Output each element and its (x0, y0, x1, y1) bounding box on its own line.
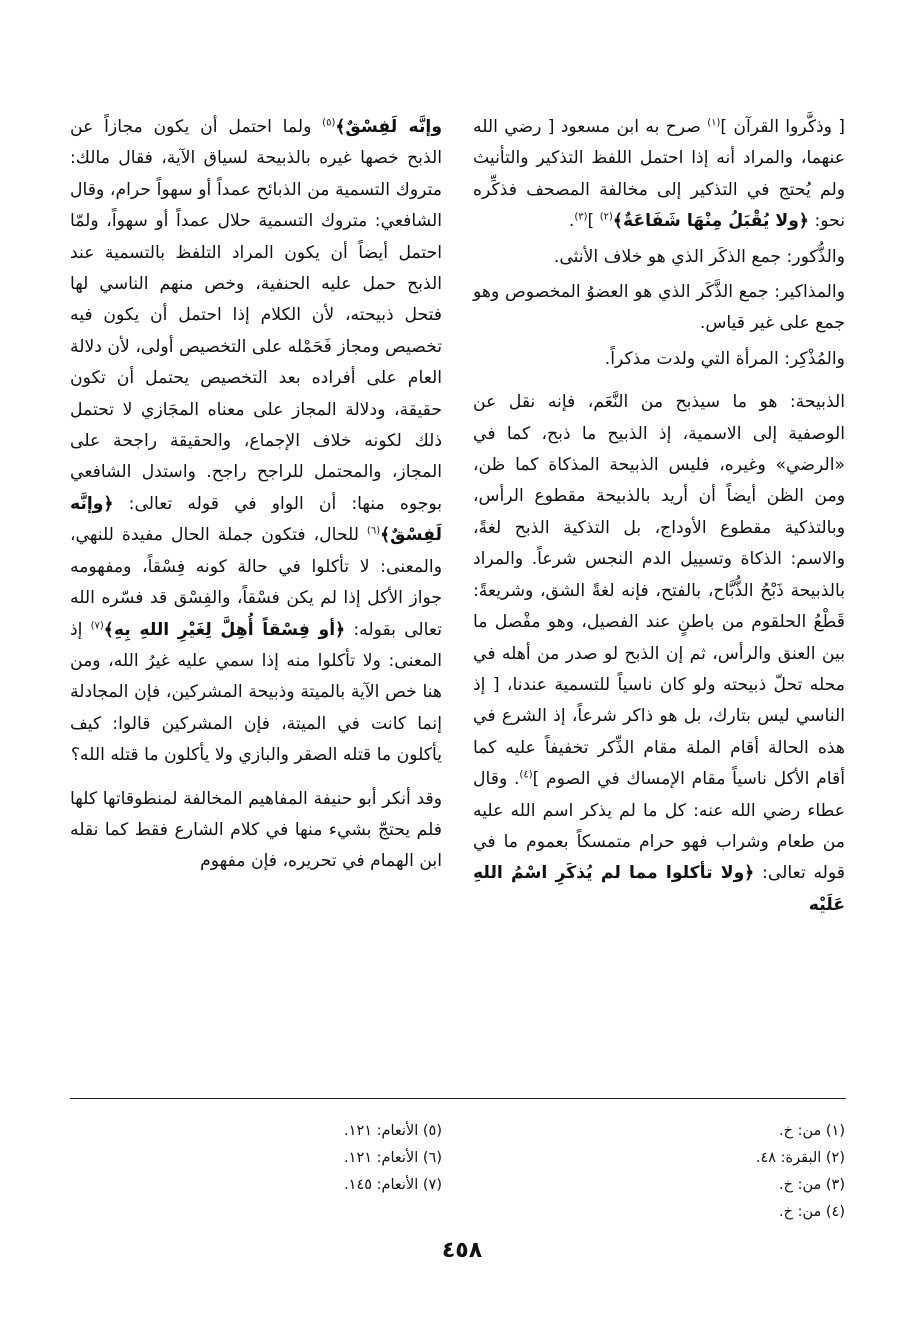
footnote: (٣) من: خ. (778, 1177, 845, 1193)
paragraph: وقد أنكر أبو حنيفة المفاهيم المخالفة لمنطوقاتها كلها فلم يحتجّ بشيء منها في كلام الشارع فقط كما نقله ابن الهمام في تحريره، فإن مفهوم (70, 788, 442, 872)
quran-verse: وإنَّه لَفِسْقٌ﴾ (335, 117, 443, 137)
footnote: (٥) الأنعام: ١٢١. (344, 1123, 442, 1139)
footnote-ref: (٧) (90, 619, 104, 631)
page-number: ٤٥٨ (441, 1238, 483, 1263)
footnote: (٧) الأنعام: ١٤٥. (344, 1177, 442, 1193)
footnote-ref: (٣) (574, 211, 588, 223)
text: الذبيحة: هو ما سيذبح من النَّعَم، فإنه نقل عن الوصفية إلى الاسمية، إذ الذبيح ما ذبح، كما في «الرضي» وغيره، فليس الذبيحة المذكاة كما ظن، ومن الظن أيضاً أن أريد بالذبيحة مقطوع الرأس، وبالتذكية مقطوع الأوداج، بل التذكية الذبح لغةً، والاسم: الذكاة وتسييل الدم النجس شرعاً. والمراد بالذبيحة ذَبْحُ الذُّبَّاح، بالفتح، فإنه لغةً الشق، وشريعةً: قَطْعُ الحلقوم من باطنٍ عند الفصيل، وهو مفْصل ما بين العنق والرأس، ثم إن الذبح لو صدر من أهله في محله تحلّ ذبيحته ولو كان ناسياً للتسمية عندنا، [ إذ الناسي ليس بتارك، بل هو ذاكر شرعاً، إذ الشرع في هذه الحالة أقام الملة مقام الذِّكر تخفيفاً عليه كما أقام الأكل ناسياً مقام الإمساك في الصوم ] (473, 392, 846, 790)
paragraph: والذُّكور: جمع الذكَر الذي هو خلاف الأنثى. (553, 246, 845, 267)
footnote-ref: (٢) (599, 211, 613, 223)
paragraph (473, 387, 845, 921)
footnote: (٤) من: خ. (778, 1204, 845, 1220)
footnote: (٦) الأنعام: ١٢١. (344, 1150, 442, 1166)
footnote-ref: (١) (707, 117, 721, 129)
paragraph: والمذاكير: جمع الذَّكَر الذي هو العضوُ المخصوص وهو جمع على غير قياس. (473, 282, 845, 334)
quran-verse: ﴿ولا يُقْبَلُ مِنْهَا شَفَاعَةٌ﴾ (612, 211, 809, 232)
paragraph (70, 112, 442, 772)
quran-verse: ﴿أو فِسْقاً أُهِلَّ لِغَيْرِ اللهِ بِهِ﴾ (103, 619, 346, 640)
paragraph: والمُذْكِر: المرأة التي ولدت مذكراً. (604, 348, 845, 369)
quran-verse: ﴿وإنَّه لَفِسْقٌ﴾ (70, 493, 442, 546)
footnote-divider (70, 1098, 846, 1099)
text: إذ المعنى: ولا تأكلوا منه إذا سمي عليه غيرُ الله، ومن هنا خص الآية بالميتة وذبيحة المشركين، فإن المجادلة إنما كانت في الميتة، فإن المشركين قالوا: كيف يأكلون ما قتله الصقر والبازي ولا يأكلون ما قتله الله؟ (70, 619, 442, 766)
paragraph (473, 112, 845, 238)
right-text-column (473, 112, 845, 925)
text: للحال، فتكون جملة الحال مفيدة للنهي، والمعنى: لا تأكلوا في حالة كونه فِسْقاً، ومفهومه جواز الأكل إذا لم يكن فسْقاً، والفِسْق قد فسّره الله تعالى بقوله: (70, 525, 442, 640)
footnotes-left (70, 1118, 442, 1199)
text: . وقال عطاء رضي الله عنه: كل ما لم يذكر اسم الله عليه من طعام وشراب فهو حرام متمسكاً بعموم ما في قوله تعالى: (473, 769, 846, 884)
text: ] (587, 211, 600, 232)
footnote: (١) من: خ. (778, 1123, 845, 1139)
footnote: (٢) البقرة: ٤٨. (755, 1150, 845, 1166)
text: صرح به ابن مسعود [ رضي الله عنهما، والمراد أنه إذا احتمل اللفظ التذكير والتأنيث ولم يُحتج في التذكير إلى مخالفة المصحف فذكِّره نحو: (473, 117, 845, 232)
footnotes-right (473, 1118, 845, 1226)
text: ولما احتمل أن يكون مجازاً عن الذبح خصها غيره بالذبيحة لسياق الآية، فقال مالك: متروك التسمية من الذبائح عمداً أو سهواً حرام، وقال الشافعي: متروك التسمية حلال عمداً أو سهواً، ولمّا احتمل أيضاً أن يكون المراد التلفظ بالتسمية عند الذبح حمل عليه الحنفية، وخص منهم الناسي لها فتحل ذبيحته، لأن الكلام إذا احتمل أن يكون فيه تخصيص ومجاز فَحَمْله على التخصيص أولى، لأن دلالة العام على أفراده بعد التخصيص يحتمل أن تكون حقيقة، ودلالة المجاز على معناه المجَازي لا تحتمل ذلك لكونه خلاف الإجماع، والحقيقة راجحة على المجاز، والمحتمل للراجح راجح. واستدل الشافعي بوجوه منها: أن الواو في قوله تعالى: (70, 117, 442, 514)
left-text-column (70, 112, 442, 882)
text: . (568, 211, 575, 232)
footnote-ref: (٥) (322, 117, 336, 129)
footnote-ref: (٦) (366, 525, 381, 537)
quran-verse: ﴿ولا تأكلوا مما لم يُذكَرِ اسْمُ اللهِ عَلَيْه (473, 863, 845, 915)
text: [ وذكَّروا القرآن ] (720, 117, 845, 137)
footnote-ref: (٤) (519, 769, 533, 781)
